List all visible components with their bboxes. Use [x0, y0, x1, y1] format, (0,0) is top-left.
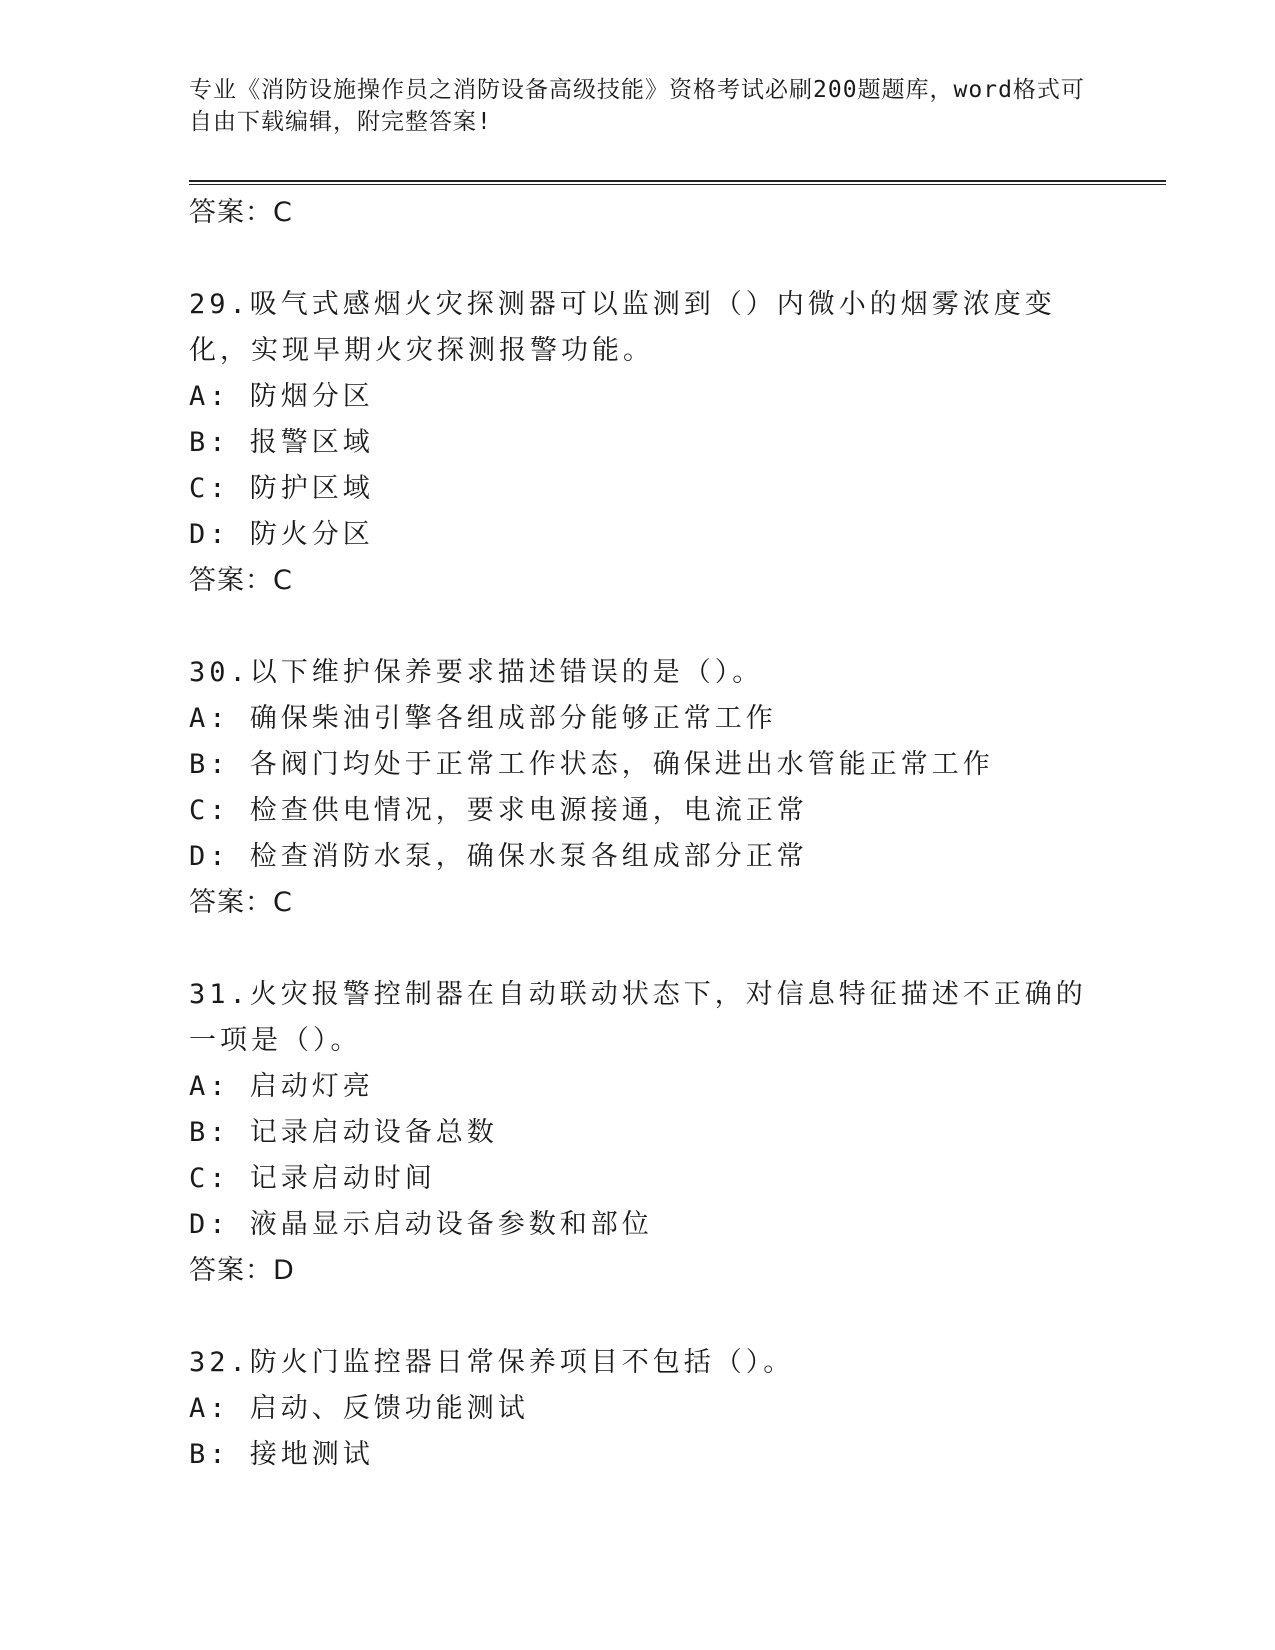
option-c: C: 记录启动时间: [189, 1163, 436, 1194]
question-29: [189, 282, 1089, 604]
question-stem: 30.以下维护保养要求描述错误的是（）。: [189, 657, 764, 688]
answer-30: 答案：C: [189, 887, 293, 918]
option-b: B: 报警区域: [189, 427, 374, 458]
page-header: 专业《消防设施操作员之消防设备高级技能》资格考试必刷200题题库，word格式可自由下载编辑，附完整答案!: [189, 77, 1085, 135]
answer-31: 答案：D: [189, 1255, 295, 1286]
option-c: C: 防护区域: [189, 473, 374, 504]
question-30: [189, 650, 1089, 926]
option-a: A: 启动、反馈功能测试: [189, 1393, 529, 1424]
question-32: [189, 1340, 1089, 1478]
option-a: A: 防烟分区: [189, 381, 374, 412]
option-b: B: 接地测试: [189, 1439, 374, 1470]
question-31: [189, 972, 1089, 1294]
option-a: A: 确保柴油引擎各组成部分能够正常工作: [189, 703, 777, 734]
option-d: D: 检查消防水泵，确保水泵各组成部分正常: [189, 841, 808, 872]
header-divider: [189, 180, 1166, 185]
question-stem: 31.火灾报警控制器在自动联动状态下，对信息特征描述不正确的一项是（）。: [189, 979, 1087, 1056]
question-stem: 29.吸气式感烟火灾探测器可以监测到（）内微小的烟雾浓度变化，实现早期火灾探测报警功能。: [189, 289, 1056, 366]
option-d: D: 液晶显示启动设备参数和部位: [189, 1209, 653, 1240]
option-c: C: 检查供电情况，要求电源接通，电流正常: [189, 795, 808, 826]
option-b: B: 记录启动设备总数: [189, 1117, 498, 1148]
option-d: D: 防火分区: [189, 519, 374, 550]
answer-29: 答案：C: [189, 565, 293, 596]
question-stem: 32.防火门监控器日常保养项目不包括（）。: [189, 1347, 795, 1378]
option-a: A: 启动灯亮: [189, 1071, 374, 1102]
option-b: B: 各阀门均处于正常工作状态，确保进出水管能正常工作: [189, 749, 994, 780]
document-body: [189, 190, 1089, 1478]
answer-28: 答案：C: [189, 197, 293, 228]
